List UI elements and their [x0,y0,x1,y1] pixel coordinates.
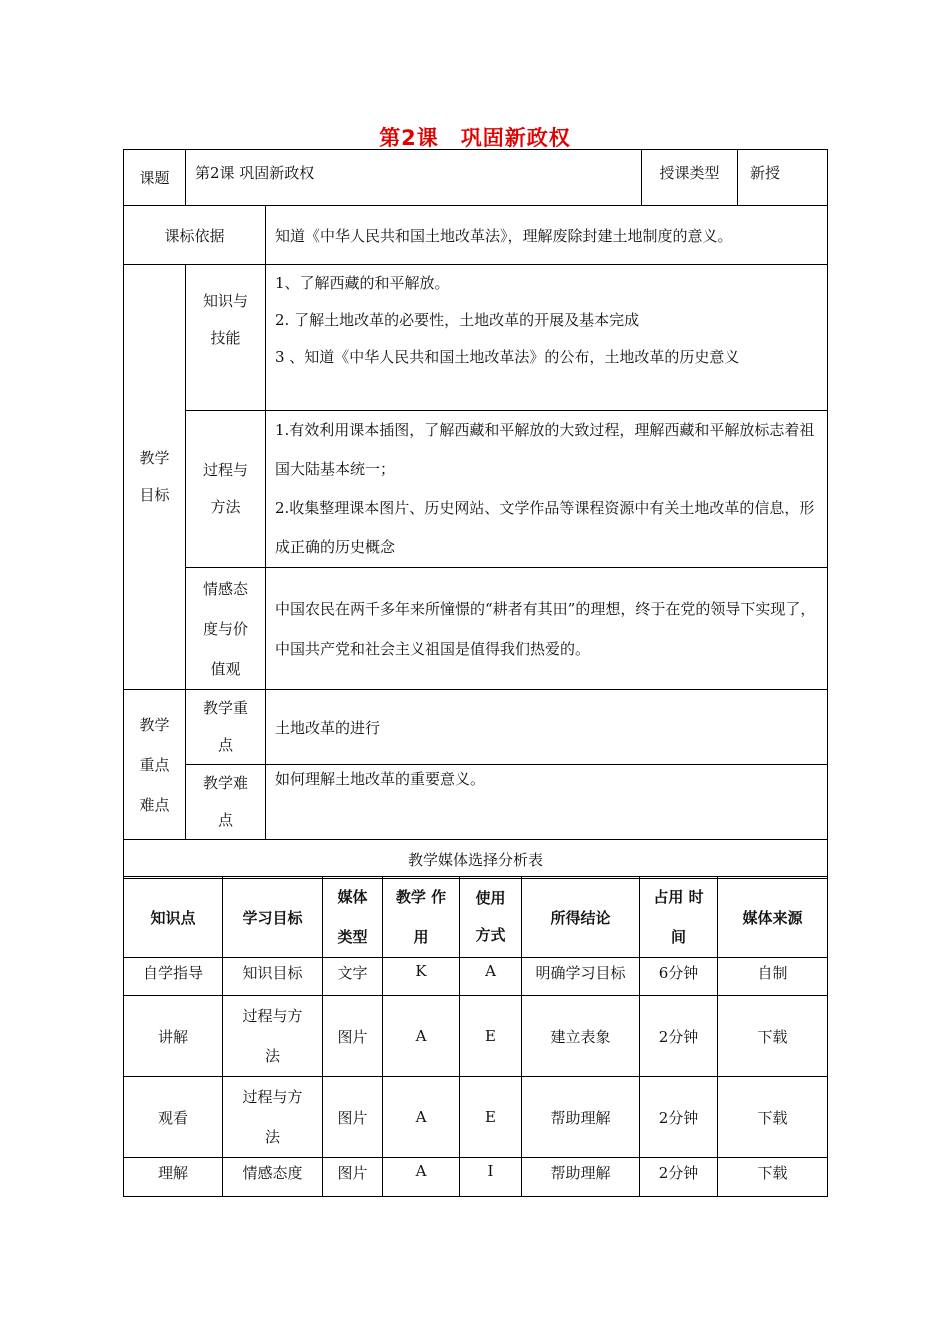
emotion-text: 中国农民在两千多年来所憧憬的“耕者有其田”的理想，终于在党的领导下实现了，中国共产党和社会主义祖国是值得我们热爱的。 [266,568,828,690]
key-text: 土地改革的进行 [266,690,828,765]
cell: 讲解 [124,996,223,1077]
cell: 6分钟 [640,958,718,996]
header-cell: 知识点 [124,877,223,958]
media-caption: 教学媒体选择分析表 [124,840,828,879]
cell: 理解 [124,1158,223,1197]
difficult-text: 如何理解土地改革的重要意义。 [266,765,828,840]
cell: 过程与方法 [223,1077,323,1158]
table-row [124,1158,828,1197]
media-table [123,876,828,1197]
process-content [266,411,828,568]
header-cell: 学习目标 [223,877,323,958]
cell: 知识目标 [223,958,323,996]
objectives-label: 教学目标 [124,265,186,690]
standard-label: 课标依据 [124,206,266,265]
type-value: 新授 [738,150,828,206]
key-label: 教学重点 [186,690,266,765]
cell: A [383,1158,460,1197]
cell: 明确学习目标 [522,958,640,996]
cell: 建立表象 [522,996,640,1077]
process-label: 过程与方法 [186,411,266,568]
cell: 自制 [718,958,828,996]
cell: E [460,996,522,1077]
cell: 帮助理解 [522,1077,640,1158]
knowledge-line: 1、了解西藏的和平解放。 [275,274,450,292]
knowledge-line: 2. 了解土地改革的必要性，土地改革的开展及基本完成 [275,311,640,329]
cell: 帮助理解 [522,1158,640,1197]
lesson-plan-table [123,149,828,879]
header-cell: 媒体类型 [323,877,383,958]
page-title: 第2课 巩固新政权 [379,126,571,150]
process-text-2: 2.收集整理课本图片、历史网站、文学作品等课程资源中有关土地改革的信息，形成正确的历史概念 [275,499,815,556]
process-text-1: 1.有效利用课本插图，了解西藏和平解放的大致过程，理解西藏和平解放标志着祖国大陆基本统一； [275,421,815,478]
keypoints-label: 教学重点难点 [124,690,186,840]
knowledge-content [266,265,828,411]
cell: 下载 [718,1158,828,1197]
cell: 下载 [718,996,828,1077]
cell: E [460,1077,522,1158]
header-cell: 媒体来源 [718,877,828,958]
cell: 情感态度 [223,1158,323,1197]
cell: 过程与方法 [223,996,323,1077]
header-cell: 占用 时间 [640,877,718,958]
table-row [124,996,828,1077]
cell: 2分钟 [640,1077,718,1158]
knowledge-line: 3 、知道《中华人民共和国土地改革法》的公布，土地改革的历史意义 [275,348,740,366]
cell: A [383,996,460,1077]
cell: 观看 [124,1077,223,1158]
cell: 2分钟 [640,1158,718,1197]
topic-value: 第2课 巩固新政权 [186,150,642,206]
cell: 自学指导 [124,958,223,996]
standard-text: 知道《中华人民共和国土地改革法》，理解废除封建土地制度的意义。 [266,206,828,265]
emotion-label: 情感态度与价值观 [186,568,266,690]
type-label: 授课类型 [642,150,738,206]
cell: A [460,958,522,996]
table-row [124,1077,828,1158]
difficult-label: 教学难点 [186,765,266,840]
topic-label: 课题 [124,150,186,206]
knowledge-label: 知识与技能 [186,265,266,411]
cell: A [383,1077,460,1158]
table-row [124,958,828,996]
header-cell: 使用方式 [460,877,522,958]
cell: I [460,1158,522,1197]
cell: 图片 [323,1077,383,1158]
cell: 下载 [718,1077,828,1158]
cell: 图片 [323,996,383,1077]
header-cell: 所得结论 [522,877,640,958]
cell: K [383,958,460,996]
cell: 图片 [323,1158,383,1197]
header-cell: 教学 作用 [383,877,460,958]
cell: 2分钟 [640,996,718,1077]
cell: 文字 [323,958,383,996]
